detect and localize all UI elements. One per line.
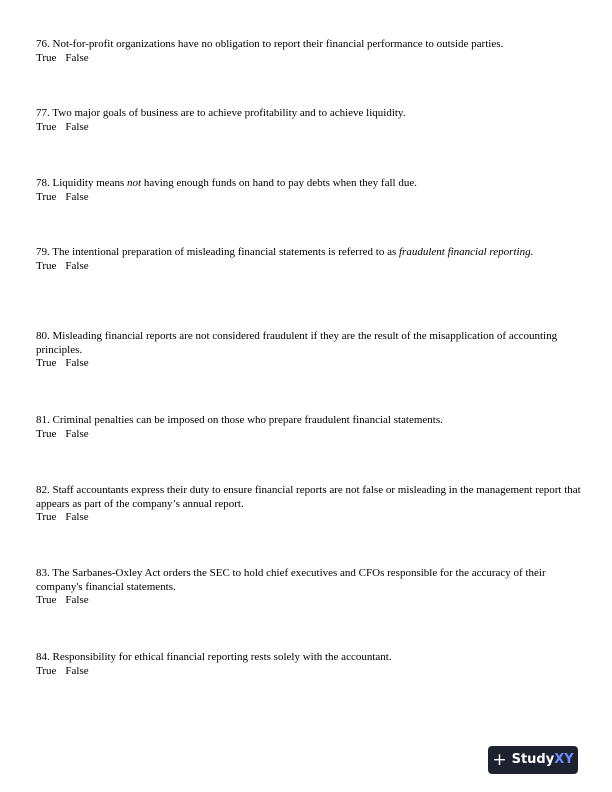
brand-name-xy: XY: [554, 752, 574, 768]
brand-name-study: Study: [511, 752, 555, 768]
question-text-end: having enough funds on hand to pay debts when they fall due.: [141, 177, 417, 189]
question-text: 77. Two major goals of business are to achieve profitability and to achieve liquidity.: [36, 107, 406, 119]
question-text: 82. Staff accountants express their duty to ensure financial reports are not false or misleading in the management report that appears as part of the company’s annual report.: [36, 484, 581, 510]
question-81: [36, 414, 581, 441]
question-77: [36, 107, 581, 134]
question-text-emphasis: fraudulent financial reporting.: [398, 246, 534, 258]
question-80: [36, 330, 581, 371]
question-82: [36, 484, 581, 525]
question-83: [36, 567, 581, 608]
option-true[interactable]: True: [36, 357, 57, 369]
plus-icon: +: [492, 749, 507, 770]
option-false[interactable]: False: [65, 664, 89, 677]
option-true[interactable]: True: [36, 594, 57, 606]
option-false[interactable]: False: [65, 427, 89, 440]
option-false[interactable]: False: [65, 594, 89, 606]
question-text-start: 78. Liquidity means: [36, 177, 128, 189]
question-text: 76. Not-for-profit organizations have no obligation to report their financial performance to outside parties.: [36, 38, 504, 50]
question-text: 83. The Sarbanes-Oxley Act orders the SEC to hold chief executives and CFOs responsible for the accuracy of their company's financial statements.: [36, 567, 546, 593]
question-text: 84. Responsibility for ethical financial reporting rests solely with the accountant.: [36, 651, 392, 663]
option-false[interactable]: False: [65, 357, 89, 369]
answer-options: [36, 357, 581, 371]
question-text: 80. Misleading financial reports are not considered fraudulent if they are the result of the misapplication of accounting principles.: [36, 330, 558, 356]
answer-options: [36, 121, 581, 135]
question-79: [36, 246, 581, 273]
option-true[interactable]: True: [36, 51, 57, 64]
option-false[interactable]: False: [65, 120, 89, 133]
option-true[interactable]: True: [36, 190, 57, 203]
option-false[interactable]: False: [65, 511, 89, 523]
answer-options: [36, 594, 581, 608]
question-text-emphasis: not: [127, 177, 142, 189]
question-text: 81. Criminal penalties can be imposed on those who prepare fraudulent financial statements.: [36, 414, 443, 426]
option-true[interactable]: True: [36, 427, 57, 440]
question-text: [36, 246, 581, 260]
question-text-start: 79. The intentional preparation of misleading financial statements is referred to as: [36, 246, 399, 258]
option-true[interactable]: True: [36, 120, 57, 133]
question-text: [36, 177, 581, 191]
option-false[interactable]: False: [65, 51, 89, 64]
question-78: [36, 177, 581, 204]
option-false[interactable]: False: [65, 190, 89, 203]
question-76: [36, 38, 581, 65]
studyxy-logo[interactable]: [488, 746, 578, 774]
answer-options: [36, 511, 581, 525]
option-true[interactable]: True: [36, 664, 57, 677]
option-true[interactable]: True: [36, 511, 57, 523]
answer-options: [36, 260, 581, 274]
answer-options: [36, 52, 581, 66]
option-true[interactable]: True: [36, 259, 57, 272]
answer-options: [36, 191, 581, 205]
answer-options: [36, 428, 581, 442]
answer-options: [36, 665, 581, 679]
option-false[interactable]: False: [65, 259, 89, 272]
question-84: [36, 651, 581, 678]
